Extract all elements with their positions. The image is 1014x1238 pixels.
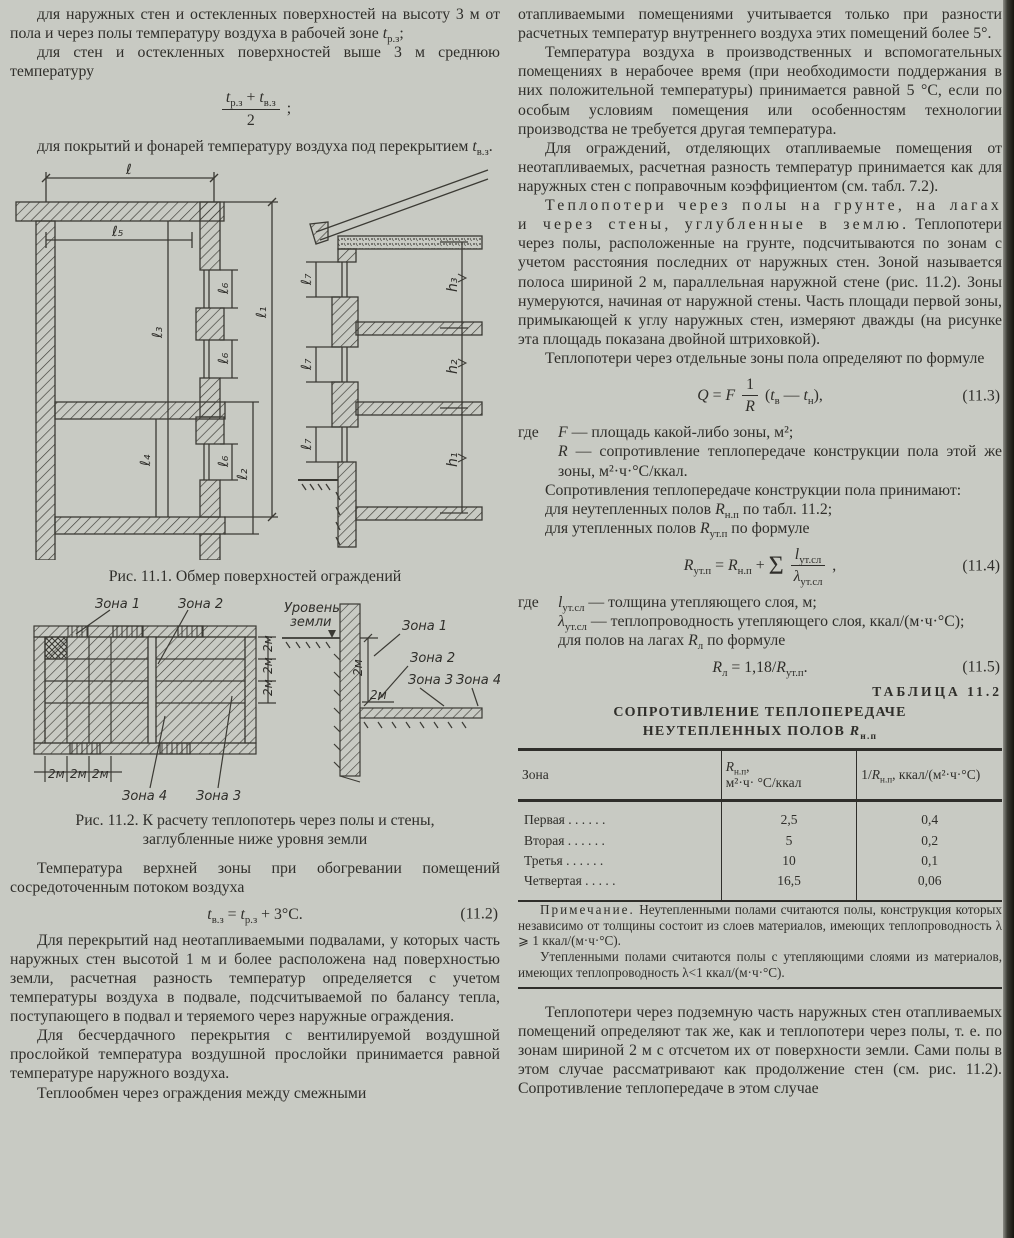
dim-label: 2м (261, 657, 275, 674)
paragraph: для утепленных полов $R_{ут.п}$ по формуле (545, 519, 810, 540)
table-title: СОПРОТИВЛЕНИЕ ТЕПЛОПЕРЕДАЧЕ НЕУТЕПЛЕННЫХ ПОЛОВ $R_{н.п}$ (613, 704, 907, 742)
book-edge-shadow (1003, 0, 1014, 1238)
paragraph: Температура воздуха в производственных и вспомогательных помещениях в нерабочее время (при необходимости поддержания в них положительной температуры) принимается равной 5 °С, если по особым условиям помещения или особенностям технологии производства не требуется другая температура. (518, 44, 1002, 138)
paragraph: для стен и остекленных поверхностей выше 3 м среднюю температуру (10, 44, 500, 81)
equation-number: (11.4) (962, 557, 1000, 575)
figure-11-1 (10, 162, 500, 586)
figure-11-2 (10, 596, 500, 849)
dim-label: ℓ₆ (216, 352, 232, 364)
dim-label: ℓ (126, 161, 132, 178)
where-definition: где $l_{ут.сл}$ — толщина утепляющего слоя, м; (518, 594, 817, 615)
zone-label: Зона 4 (122, 788, 168, 804)
dim-label: 2м (70, 766, 87, 781)
where-definition: R — сопротивление теплопередаче конструкции пола этой же зоны, м²·ч·°С/ккал. (558, 443, 1002, 480)
formula-11-2: $t_{в.з} = t_{р.з} + 3^\circ С$. (11.2) (207, 905, 498, 926)
paragraph: Теплопотери через полы на грунте, на лагах и через стены, углубленные в землю. Теплопотери через полы, расположенные на грунте, подсчитываются по зонам с учетом расстояния последних от наружных стен. Зоной называется полоса шириной 2 м, параллельная наружной стене (рис. 11.2). Зоны нумеруются, начиная от наружной стены. Часть площади первой зоны, примыкающей к углу наружных стен, измеряют дважды (на рисунке эта площадь показана двойной штриховкой). (518, 197, 1002, 348)
paragraph: Теплообмен через ограждения между смежными (37, 1084, 367, 1102)
sigma-symbol: Σ (768, 550, 784, 580)
dim-label: h₂ (445, 359, 461, 374)
formula-11-5: $R_л = 1,18/R_{ут.п}$. (11.5) (712, 658, 1000, 679)
fraction: $\frac{l_{ут.сл}}{\lambda_{ут.сл}}$ (788, 545, 828, 586)
paragraph: Для бесчердачного перекрытия с вентилируемой воздушной прослойкой температура воздушной прослойки принимается равной температуре наружного воздуха. (10, 1027, 500, 1083)
right-column (518, 5, 1002, 1098)
figure-11-1-caption: Рис. 11.1. Обмер поверхностей ограждений (108, 567, 402, 585)
dim-label: ℓ₆ (216, 282, 232, 294)
where-definition: $\lambda_{ут.сл}$ — теплопроводность утепляющего слоя, ккал/(м·ч·°С); (558, 613, 965, 634)
paragraph: для полов на лагах $R_л$ по формуле (558, 632, 786, 653)
dim-label: 2м (261, 679, 275, 696)
dim-label: 2м (370, 687, 387, 702)
dim-label: 2м (92, 766, 109, 781)
zone-label: Зона 2 (410, 650, 456, 666)
table-row: Вторая . . . . . . 5 0,2 (518, 831, 1002, 851)
fraction: $\frac{t_{р.з} + t_{в.з}}{2}$ (219, 88, 283, 129)
paragraph: Теплопотери через отдельные зоны пола определяют по формуле (545, 349, 985, 367)
section-heading: Теплопотери через полы на грунте, на лагах и через стены, углубленные в землю. (518, 197, 1002, 234)
table-row: Четвертая . . . . . 16,5 0,06 (518, 871, 1002, 900)
dim-label: 2м (48, 766, 65, 781)
zone-label: Зона 3 (196, 788, 242, 804)
dim-label: 2м (261, 635, 275, 652)
dim-label: ℓ₂ (235, 468, 251, 480)
paragraph: для покрытий и фонарей температуру воздуха под перекрытием $t_{в.з}$. (37, 137, 493, 158)
dim-label: 2м (351, 659, 365, 676)
column-header-zone: Зона (518, 749, 721, 801)
zone-label: Зона 3 (408, 672, 454, 688)
table-row: Третья . . . . . . 10 0,1 (518, 851, 1002, 871)
dim-label: ℓ₆ (216, 455, 232, 467)
dim-label: ℓ₃ (150, 326, 166, 338)
equation-number: (11.3) (962, 387, 1000, 405)
column-header-inverse-r: $1/R_{н.п}$, ккал/(м²·ч·°С) (857, 749, 1002, 801)
formula-11-3: Q = F $\frac{1}{R}$ ($t_в$ — $t_н$), (11.3) (697, 376, 1000, 416)
dim-label: ℓ₇ (299, 273, 315, 285)
dim-label: ℓ₁ (254, 306, 270, 318)
dim-label: ℓ₇ (299, 438, 315, 450)
dim-label: h₃ (445, 277, 461, 292)
paragraph: для наружных стен и остекленных поверхностей на высоту 3 м от пола и через полы температуру воздуха в рабочей зоне $t_{р.з}$; (10, 6, 500, 46)
dim-label: ℓ₇ (299, 358, 315, 370)
paragraph: для неутепленных полов $R_{н.п}$ по табл. 11.2; (545, 500, 833, 521)
table-note: Примечание. Неутепленными полами считаются полы, конструкция которых независимо от толщины состоит из слоев материалов, имеющих теплопроводность λ ⩾ 1 ккал/(м·ч·°С). Утепленными полами считаются полы с утепляющими слоями из материалов, имеющих теплопроводность λ<1 ккал/(м·ч·°С). (518, 902, 1002, 989)
equation-number: (11.5) (962, 658, 1000, 676)
paragraph: Для ограждений, отделяющих отапливаемые помещения от неотапливаемых, расчетная разность температур принимается как для наружных стен с поправочным коэффициентом (см. табл. 7.2). (518, 139, 1002, 195)
paragraph: Температура верхней зоны при обогревании помещений сосредоточенным потоком воздуха (10, 860, 500, 897)
column-header-r: $R_{н.п}$, м²·ч· °С/ккал (721, 749, 857, 801)
dim-label: ℓ₄ (138, 454, 154, 466)
where-definition: где F — площадь какой-либо зоны, м²; (518, 424, 794, 442)
fraction: $\frac{1}{R}$ (739, 375, 761, 416)
ground-level-label: земли (290, 614, 332, 630)
figure-11-2-caption: Рис. 11.2. К расчету теплопотерь через полы и стены, заглубленные ниже уровня земли (75, 812, 435, 849)
paragraph: Для перекрытий над неотапливаемыми подвалами, у которых часть наружных стен высотой 1 м и более расположена над поверхностью земли, расчетная разность температур определяется с учетом температуры воздуха в подвале, подсчитываемой по балансу тепла, поступающего в подвал и теряемого через наружные ограждения. (10, 931, 500, 1026)
paragraph: отапливаемыми помещениями учитывается только при разности расчетных температур внутреннего воздуха этих помещений более 5°. (518, 6, 1002, 43)
zone-label: Зона 2 (178, 596, 224, 612)
table-row: Первая . . . . . . 2,5 0,4 (518, 801, 1002, 831)
formula-average-temperature: $\frac{t_{р.з} + t_{в.з}}{2}$ ; (10, 88, 500, 129)
zone-label: Зона 1 (402, 618, 448, 634)
ground-level-label: Уровень (284, 600, 340, 616)
zone-label: Зона 4 (456, 672, 500, 688)
zone-label: Зона 1 (95, 596, 141, 612)
table-11-2 (518, 748, 1002, 902)
table-number-label: ТАБЛИЦА 11.2 (872, 683, 1002, 699)
dim-label: ℓ₅ (112, 223, 124, 240)
formula-11-4: $R_{ут.п} = R_{н.п}$ + Σ $\frac{l_{ут.сл}}{\lambda_{ут.сл}}$ , (11.4) (683, 545, 1000, 589)
equation-number: (11.2) (460, 905, 498, 923)
left-column (10, 5, 500, 1103)
paragraph: Сопротивления теплопередаче конструкции пола принимают: (545, 481, 962, 499)
dim-label: h₁ (445, 452, 461, 467)
paragraph: Теплопотери через подземную часть наружных стен отапливаемых помещений определяют так же, как и теплопотери через полы, т. е. по зонам шириной 2 м с отсчетом их от поверхности земли. Сами полы в этом случае рассматривают как продолжение стен (см. рис. 11.2). Сопротивление теплопередаче в этом случае (518, 1003, 1002, 1098)
